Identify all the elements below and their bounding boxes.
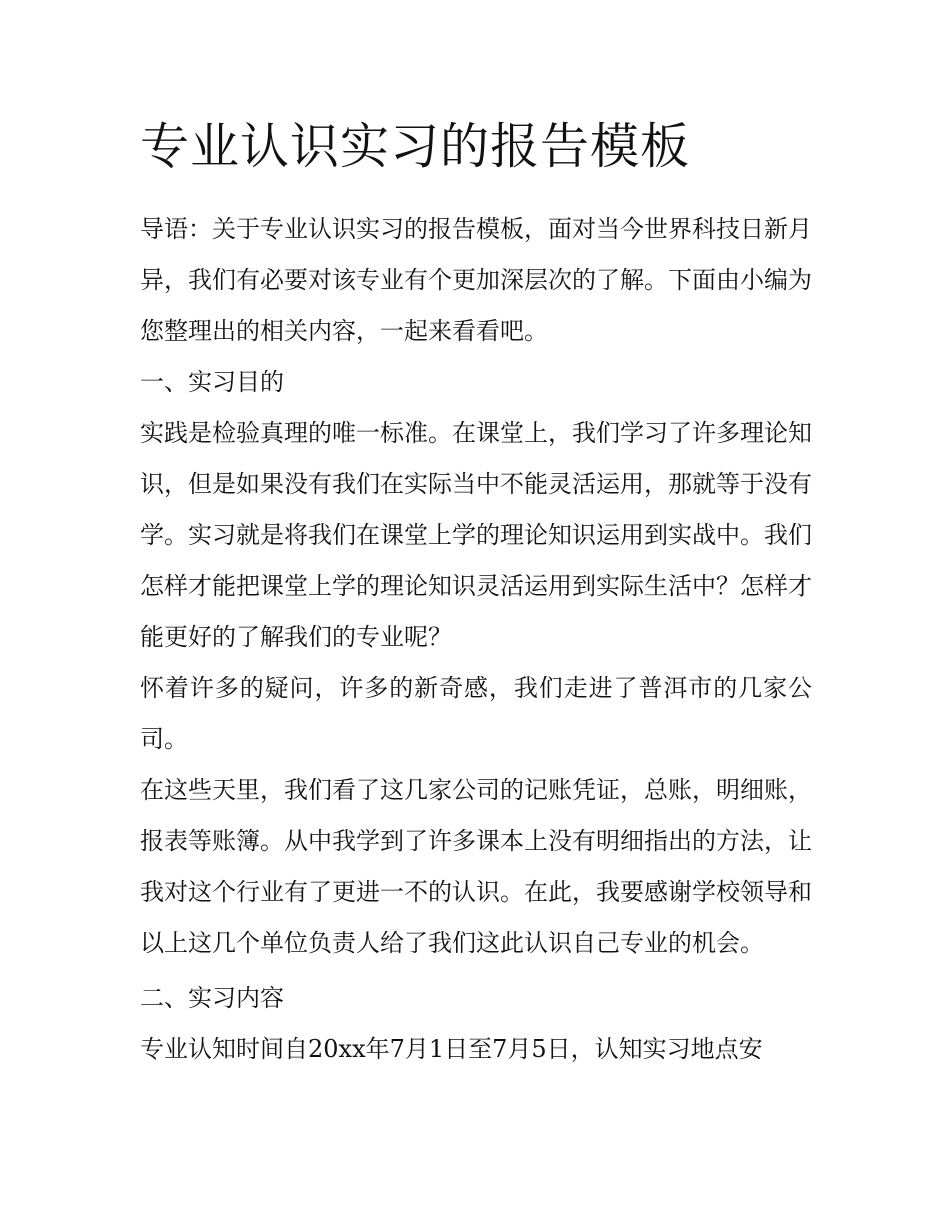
intro-paragraph: 导语：关于专业认识实习的报告模板，面对当今世界科技日新月异，我们有必要对该专业有个更加深层次的了解。下面由小编为您整理出的相关内容，一起来看看吧。: [140, 215, 812, 345]
section-heading-content: 二、实习内容: [140, 984, 284, 1012]
paragraph-practice: 实践是检验真理的唯一标准。在课堂上，我们学习了许多理论知识，但是如果没有我们在实际当中不能灵活运用，那就等于没有学。实习就是将我们在课堂上学的理论知识运用到实战中。我们怎样才能把课堂上学的理论知识灵活运用到实际生活中？怎样才能更好的了解我们的专业呢？: [140, 419, 812, 651]
section-heading-purpose: 一、实习目的: [140, 368, 284, 396]
paragraph-questions: 怀着许多的疑问，许多的新奇感，我们走进了普洱市的几家公司。: [140, 674, 812, 753]
paragraph-schedule: 专业认知时间自20xx年7月1日至7月5日，认知实习地点安: [140, 1035, 763, 1063]
document-title: 专业认识实习的报告模板: [140, 118, 691, 175]
document-page: [140, 112, 812, 1075]
paragraph-experience: 在这些天里，我们看了这几家公司的记账凭证，总账，明细账，报表等账簿。从中我学到了许多课本上没有明细指出的方法，让我对这个行业有了更进一不的认识。在此，我要感谢学校领导和以上这几个单位负责人给了我们这此认识自己专业的机会。: [140, 776, 812, 957]
